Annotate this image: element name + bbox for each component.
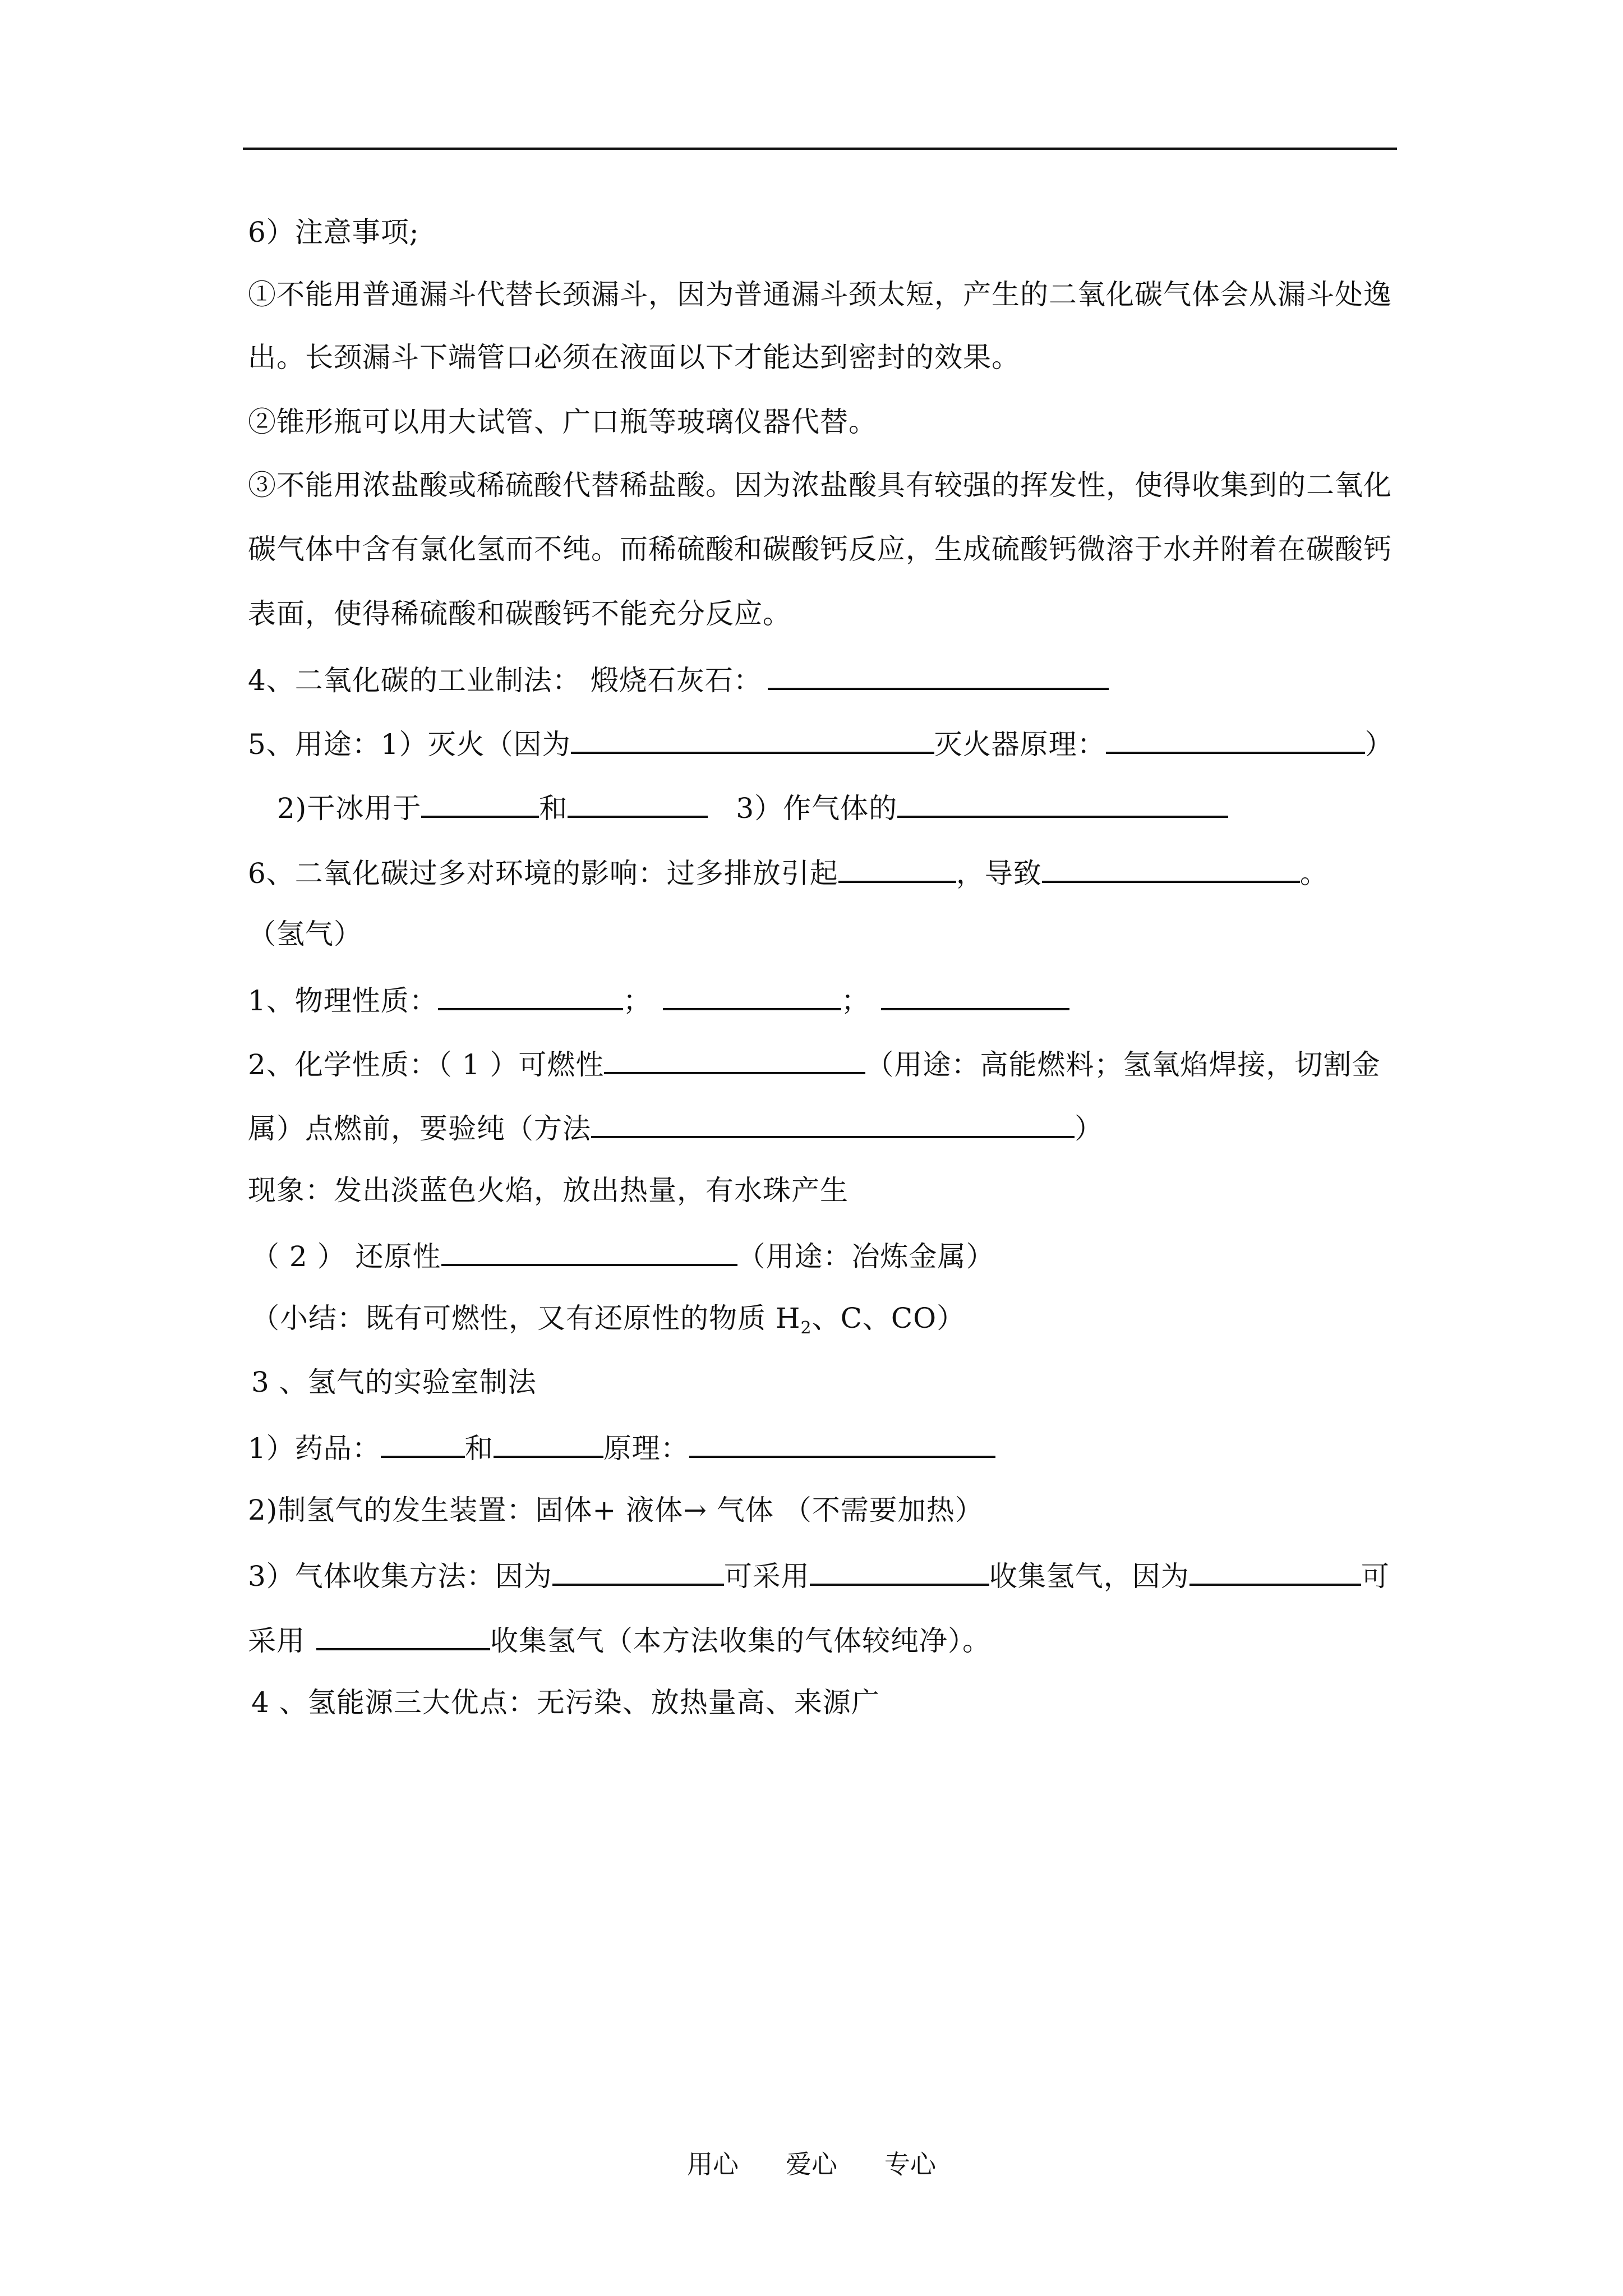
h2-advantages: 4 、氢能源三大优点：无污染、放热量高、来源广: [251, 1686, 880, 1719]
note-3-line-1: ③不能用浓盐酸或稀硫酸代替稀盐酸。因为浓盐酸具有较强的挥发性，使得收集到的二氧化: [248, 469, 1392, 501]
extinguisher-principle-label: 灭火器原理：: [934, 728, 1106, 761]
can-use-label: 可采用: [723, 1560, 810, 1593]
blank-dry-ice-use-2[interactable]: [568, 788, 708, 818]
blank-extinguish-reason[interactable]: [571, 724, 934, 754]
co2-uses-label: 5、用途：1）灭火（因为: [248, 728, 571, 761]
hydrogen-heading: （氢气）: [248, 918, 362, 950]
summary-text: （小结：既有可燃性，又有还原性的物质 H: [251, 1302, 801, 1335]
h2-apparatus: 2)制氢气的发生装置：固体+ 液体→ 气体 （不需要加热）: [248, 1494, 984, 1526]
note-1-line-2: 出。长颈漏斗下端管口必须在液面以下才能达到密封的效果。: [248, 341, 1020, 374]
purity-check-label: 属）点燃前，要验纯（方法: [248, 1112, 591, 1145]
reducing-uses: （用途：冶炼金属）: [737, 1240, 995, 1273]
blank-physical-2[interactable]: [663, 980, 841, 1010]
h2-lab-heading: 3 、氢气的实验室制法: [251, 1366, 537, 1398]
blank-collect-reason-2[interactable]: [1189, 1556, 1361, 1586]
and-label-2: 和: [464, 1432, 494, 1465]
blank-limestone-equation[interactable]: [768, 660, 1109, 690]
blank-physical-1[interactable]: [438, 980, 623, 1010]
h2-phenomenon: 现象：发出淡蓝色火焰，放出热量，有水珠产生: [248, 1174, 849, 1207]
h2-purity-check: [248, 1108, 1103, 1147]
and-label: 和: [539, 792, 568, 825]
reducing-label: （ 2 ） 还原性: [251, 1240, 441, 1273]
use-label: 采用: [248, 1625, 305, 1657]
notes-heading: 6）注意事项;: [248, 216, 419, 249]
can-label: 可: [1361, 1560, 1390, 1593]
blank-drug-2[interactable]: [494, 1428, 603, 1458]
period: 。: [1299, 857, 1329, 890]
blank-collect-method-1[interactable]: [810, 1556, 989, 1586]
blank-drug-1[interactable]: [381, 1428, 465, 1458]
physical-label: 1、物理性质：: [248, 984, 438, 1017]
h2-collect-line-1: [248, 1556, 1390, 1594]
blank-physical-3[interactable]: [881, 980, 1069, 1010]
h2-physical-properties: [248, 980, 1069, 1019]
h2-summary: [251, 1300, 965, 1346]
co2-industrial-text: 4、二氧化碳的工业制法： 煅烧石灰石：: [248, 664, 762, 697]
header-rule: [243, 148, 1397, 150]
note-3-line-3: 表面，使得稀硫酸和碳酸钙不能充分反应。: [248, 597, 791, 630]
blank-purity-method[interactable]: [591, 1108, 1075, 1138]
h2-chemical-flammable: [248, 1044, 1380, 1083]
h2-reducing: [251, 1236, 995, 1274]
page-footer: [0, 2147, 1623, 2181]
h2-drugs: [248, 1428, 995, 1466]
blank-reducing[interactable]: [441, 1236, 737, 1266]
flammable-label: 2、化学性质：（ 1 ）可燃性: [248, 1048, 605, 1081]
subscript-2: 2: [800, 1318, 812, 1338]
co2-industrial-method: [248, 660, 1109, 698]
flammable-uses: （用途：高能燃料；氢氧焰焊接，切割金: [865, 1048, 1381, 1081]
blank-collect-reason-1[interactable]: [552, 1556, 724, 1586]
footer-word-3: 专心: [884, 2149, 936, 2179]
blank-collect-method-2[interactable]: [316, 1620, 490, 1650]
collect-note: 收集氢气（本方法收集的气体较纯净）。: [490, 1625, 991, 1657]
drugs-label: 1）药品：: [248, 1432, 381, 1465]
note-1-line-1: ①不能用普通漏斗代替长颈漏斗，因为普通漏斗颈太短，产生的二氧化碳气体会从漏斗处逸: [248, 278, 1392, 311]
principle-label: 原理：: [603, 1432, 689, 1465]
co2-uses-line-2: [277, 788, 1228, 826]
lead-to-label: ，导致: [956, 857, 1042, 890]
blank-principle[interactable]: [689, 1428, 995, 1458]
summary-text-end: 、C、CO）: [811, 1302, 966, 1335]
blank-dry-ice-use-1[interactable]: [421, 788, 539, 818]
co2-environment: [248, 853, 1329, 891]
env-label: 6、二氧化碳过多对环境的影响：过多排放引起: [248, 857, 838, 890]
blank-extinguisher-principle[interactable]: [1106, 724, 1365, 754]
close-paren: ）: [1364, 728, 1394, 761]
h2-collect-line-2: [248, 1620, 991, 1659]
gas-use-label: 3）作气体的: [736, 792, 898, 825]
blank-env-cause[interactable]: [838, 853, 956, 883]
footer-word-2: 爱心: [786, 2149, 837, 2179]
separator-1: ；: [623, 984, 652, 1017]
close-paren-2: ）: [1075, 1112, 1103, 1145]
dry-ice-label: 2)干冰用于: [277, 792, 422, 825]
collect-h2-label: 收集氢气，因为: [989, 1560, 1189, 1593]
co2-uses-line-1: [248, 724, 1394, 762]
note-2: ②锥形瓶可以用大试管、广口瓶等玻璃仪器代替。: [248, 406, 877, 438]
blank-env-effect[interactable]: [1042, 853, 1300, 883]
note-3-line-2: 碳气体中含有氯化氢而不纯。而稀硫酸和碳酸钙反应，生成硫酸钙微溶于水并附着在碳酸钙: [248, 533, 1392, 565]
separator-2: ；: [841, 984, 870, 1017]
blank-gas-use[interactable]: [897, 788, 1228, 818]
blank-flammable[interactable]: [604, 1044, 865, 1074]
collect-label: 3）气体收集方法：因为: [248, 1560, 552, 1593]
footer-word-1: 用心: [687, 2149, 739, 2179]
